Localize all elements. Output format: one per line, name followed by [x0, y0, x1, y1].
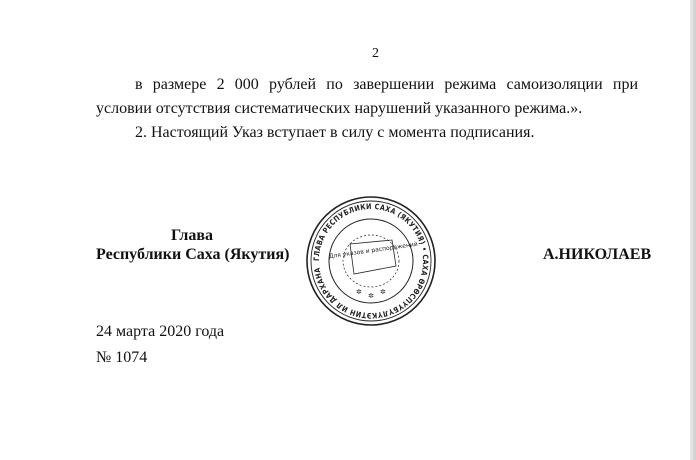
paragraph-1-line-1: в размере 2 000 рублей по завершении режима самоизоляции при — [135, 76, 638, 93]
svg-text:ГЛАВА РЕСПУБЛИКИ САХА (ЯКУТИЯ) — [312, 202, 430, 320]
decree-date: 24 марта 2020 года — [96, 323, 225, 340]
signatory-title-line-2: Республики Саха (Якутия) — [96, 246, 290, 263]
page-edge-shadow — [690, 0, 696, 460]
signatory-name: А.НИКОЛАЕВ — [543, 246, 652, 263]
svg-text:✲: ✲ — [356, 288, 362, 296]
paragraph-1-line-2: условии отсутствия систематических нарушений указанного режима.». — [96, 100, 583, 117]
paragraph-2: 2. Настоящий Указ вступает в силу с момента подписания. — [135, 124, 535, 141]
seal-outer-text: ГЛАВА РЕСПУБЛИКИ САХА (ЯКУТИЯ) • САХА ӨРӨСПҮҮБҮЛҮКЭТИН ИЛ ДАРХАНА — [311, 201, 431, 321]
official-seal — [304, 194, 438, 328]
seal-star-icons — [356, 288, 386, 300]
svg-text:✲: ✲ — [380, 288, 386, 296]
svg-text:✲: ✲ — [368, 292, 374, 300]
decree-number: № 1074 — [96, 349, 148, 366]
seal-center-text: Для указов и распоряжений — [328, 240, 419, 261]
signatory-title-line-1: Глава — [171, 227, 213, 244]
page-number: 2 — [372, 46, 379, 61]
